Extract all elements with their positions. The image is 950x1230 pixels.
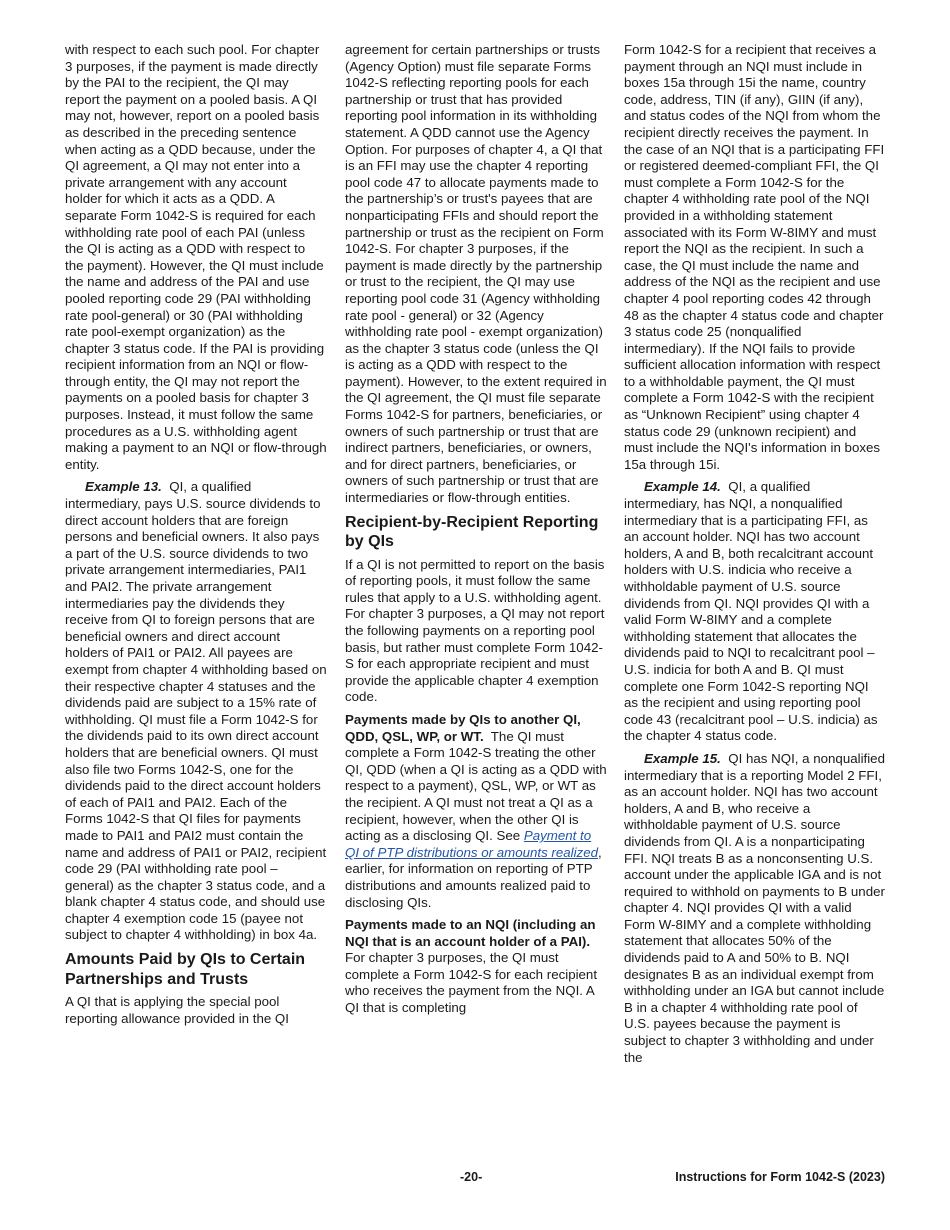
example-13-label: Example 13. xyxy=(85,479,162,495)
payments-to-qi-lead: Payments made by QIs to another QI, QDD, QSL, WP, or WT. xyxy=(345,711,581,744)
paragraph-agency-option-continued: agreement for certain partnerships or trusts (Agency Option) must file separate Forms 1042-S reflecting reporting pools for each partnership or trust that has provided reporting pool information in its withholding statement. A QDD cannot use the Agency Option. For purposes of chapter 4, a QI that is an FFI may use the chapter 4 reporting pool code 47 to allocate payments made to the partnership’s or trust's payees that are nonparticipating FFIs and should report the partnership or trust as the recipient on Form 1042-S. For chapter 3 purposes, if the payment is made directly by the partnership or trust to the recipient, the QI may use reporting pool code 31 (Agency withholding rate pool - general) or 32 (Agency withholding rate pool - exempt organization) as the chapter 3 status code (unless the QI is acting as a QDD with respect to the payment). However, to the extent required in the QI agreement, the QI must file separate Forms 1042-S for partners, beneficiaries, or owners of such partnership or trust that are indirect partners, beneficiaries, or owners, and for direct partners, beneficiaries, or owners of such partnership or trust that are intermediaries or flow-through entities. xyxy=(345,42,607,506)
paragraph-payments-to-qi xyxy=(345,712,607,911)
example-14-label: Example 14. xyxy=(644,479,721,495)
heading-partnerships-trusts: Amounts Paid by QIs to Certain Partnerships and Trusts xyxy=(65,951,306,988)
paragraph-nqi-reporting-continued: Form 1042-S for a recipient that receives a payment through an NQI must include in boxes 15a through 15i the name, country code, address, TIN (if any), GIIN (if any), and status codes of the NQI from whom the recipient directly receives the payment. In the case of an NQI that is a participating FFI or registered deemed-compliant FFI, the QI must complete a Form 1042-S for the chapter 4 withholding rate pool of the NQI provided in a withholding statement associated with its Form W-8IMY and must report the NQI as the recipient. In such a case, the QI must include the name and address of the NQI as the recipient and use chapter 4 pool reporting codes 42 through 48 as the chapter 4 status code and chapter 3 status code 25 (nonqualified intermediary). If the NQI fails to provide sufficient allocation information with respect to a withholdable payment, the QI must complete a Form 1042-S with the recipient as “Unknown Recipient” using chapter 4 status code 29 (unknown recipient) and must include the NQI's information in boxes 15a through 15i. xyxy=(624,42,885,472)
example-13-text: QI, a qualified intermediary, pays U.S. source dividends to direct account holders that are foreign persons and beneficial owners. It also pays a part of the U.S. source dividends to two private arrangement intermediaries, PAI1 and PAI2. The private arrangement intermediaries pay the dividends they receive from QI to foreign persons that are beneficial owners and direct account holders of PAI1 or PAI2. All payees are exempt from chapter 4 withholding based on their respective chapter 4 statuses and the dividends paid are subject to a 15% rate of withholding. QI must file a Form 1042-S for the dividends paid to its own direct account holders that are beneficial owners. QI must also file two Forms 1042-S, one for the dividends paid to the direct account holders of each of PAI1 and PAI2. Each of the Forms 1042-S that QI files for payments made to PAI1 and PAI2 must contain the name and address of PAI1 or PAI2, recipient code 29 (PAI withholding rate pool – general) as the chapter 3 status code, and a blank chapter 4 status code, and should use chapter 4 exemption code 15 (payee not subject to chapter 4 withholding) in box 4a. xyxy=(65,479,327,943)
paragraph-payments-to-nqi xyxy=(345,917,607,1017)
example-13 xyxy=(65,479,327,944)
column-middle xyxy=(345,42,607,1023)
column-right xyxy=(624,42,886,1072)
footer-document-title: Instructions for Form 1042-S (2023) xyxy=(675,1170,885,1184)
example-15-text: QI has NQI, a nonqualified intermediary that is a reporting Model 2 FFI, as an account holder. NQI has two account holders, A and B, who receive a withholdable payment of U.S. source dividends from QI. A is a nonparticipating FFI. NQI treats B as a nonconsenting U.S. account under the applicable IGA and is not required to withhold on payments to B under chapter 4. NQI provides QI with a valid Form W-8IMY and a complete withholding statement that allocates 50% of the dividends paid to A and 50% to B. NQI designates B as an individual exempt from withholding under an IGA but cannot include B in a chapter 4 withholding rate pool of U.S. payees because the payment is subject to chapter 3 withholding and under the xyxy=(624,750,885,1065)
payments-to-qi-text-end: , earlier, for information on reporting of PTP distributions and amounts realized paid to disclosing QIs. xyxy=(345,844,602,910)
example-15-label: Example 15. xyxy=(644,750,721,766)
example-14-text: QI, a qualified intermediary, has NQI, a nonqualified intermediary that is a participating FFI, as an account holder. NQI has two account holders, A and B, both recalcitrant account holders with U.S. indicia who receive a withholdable payment of U.S. source dividends from QI. NQI provides QI with a valid Form W-8IMY and a complete withholding statement that allocates the dividends paid to NQI to recalcitrant pool – U.S. indicia for both A and B. QI must complete one Form 1042-S reporting NQI as the recipient and using reporting pool code 43 (recalcitrant pool – U.S. indicia) as the chapter 4 status code. xyxy=(624,479,878,744)
page-footer xyxy=(0,1170,950,1190)
paragraph-agency-option-start: A QI that is applying the special pool reporting allowance provided in the QI xyxy=(65,994,289,1026)
example-15 xyxy=(624,751,886,1066)
column-left xyxy=(65,42,327,1033)
heading-recipient-by-recipient: Recipient-by-Recipient Reporting by QIs xyxy=(345,513,599,551)
payments-to-qi-text: The QI must complete a Form 1042-S treating the other QI, QDD (when a QI is acting as a QDD with respect to a payment), QSL, WP, or WT as the recipient. A QI must not treat a QI as a recipient, however, when the other QI is acting as a disclosing QI. See xyxy=(345,728,607,844)
ptp-distributions-link[interactable]: Payment to QI of PTP distributions or amounts realized xyxy=(345,828,598,860)
payments-to-nqi-text: For chapter 3 purposes, the QI must complete a Form 1042-S for each recipient who receives the payment from the NQI. A QI that is completing xyxy=(345,950,598,1016)
payments-to-nqi-lead: Payments made to an NQI (including an NQI that is an account holder of a PAI). xyxy=(345,917,596,949)
example-14 xyxy=(624,479,886,745)
page-number: -20- xyxy=(460,1170,483,1184)
paragraph-recipient-rules: If a QI is not permitted to report on the basis of reporting pools, it must follow the same rules that apply to a U.S. withholding agent. For chapter 3 purposes, a QI may not report the following payments on a reporting pool basis, but rather must complete Form 1042-S for each appropriate recipient and must provide the applicable chapter 4 exemption code. xyxy=(345,556,605,705)
paragraph-pai-pool-continued: with respect to each such pool. For chapter 3 purposes, if the payment is made directly by the PAI to the recipient, the QI may report the payment on a pooled basis. A QI may not, however, report on a pooled basis as described in the preceding sentence when acting as a QDD because, under the QI agreement, a QI may not enter into a private arrangement with any account holder for which it acts as a QDD. A separate Form 1042-S is required for each withholding rate pool of each PAI (unless the QI is acting as a QDD with respect to the payment). However, the QI must include the name and address of the PAI and use pooled reporting code 29 (PAI withholding rate pool-general) or 30 (PAI withholding rate pool-exempt organization) as the chapter 3 status code. If the PAI is providing recipient information from an NQI or flow-through entity, the QI may not report the payments on a pooled basis for chapter 3 purposes. Instead, it must follow the same procedures as a U.S. withholding agent making a payment to an NQI or flow-through entity. xyxy=(65,42,327,472)
